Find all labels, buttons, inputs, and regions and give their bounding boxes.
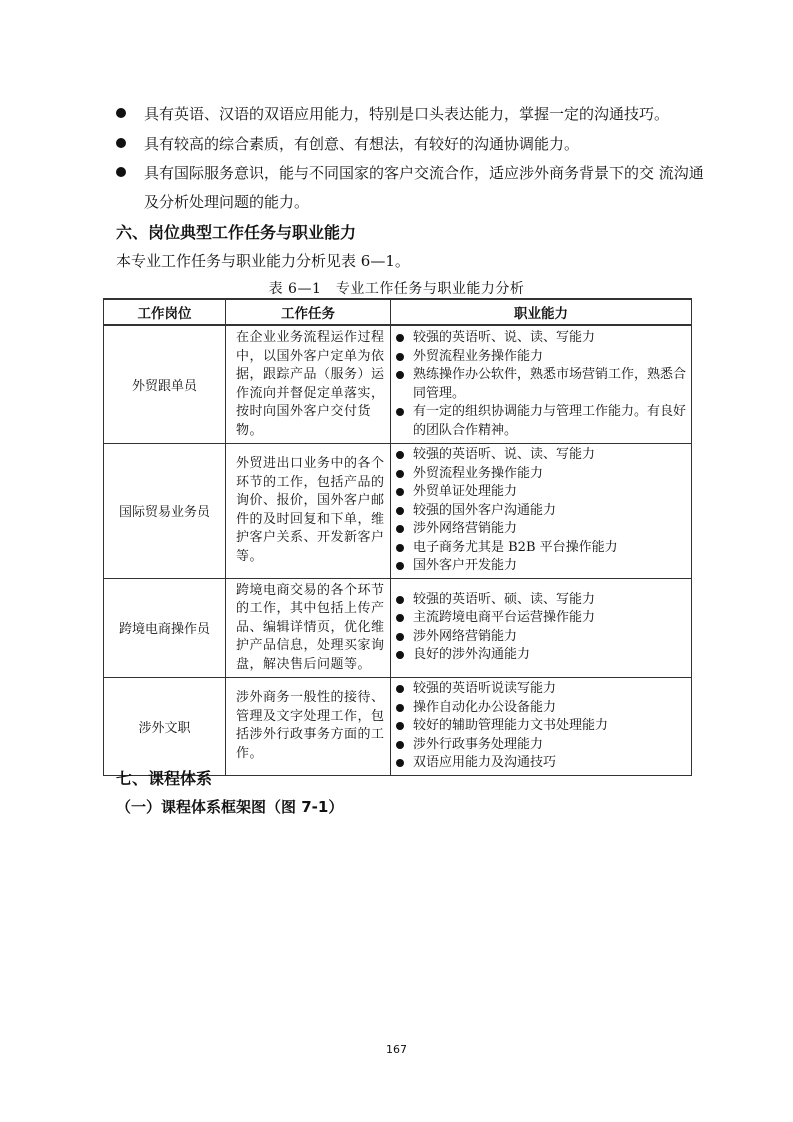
ability-item: 外贸单证处理能力: [395, 483, 687, 502]
ability-item: 主流跨境电商平台运营操作能力: [395, 609, 687, 628]
ability-cell: [391, 578, 692, 678]
ability-item: 国外客户开发能力: [395, 557, 687, 576]
bullet-dot-icon: [116, 108, 126, 118]
position-cell: 涉外文职: [104, 678, 226, 776]
ability-cell: [391, 444, 692, 579]
ability-cell: [391, 678, 692, 776]
table-row: [104, 678, 692, 776]
ability-item: 外贸流程业务操作能力: [395, 348, 687, 367]
table-row: [104, 325, 692, 444]
bullet-list: [114, 100, 714, 217]
section-6-intro: 本专业工作任务与职业能力分析见表 6—1。: [116, 252, 410, 270]
task-cell: 跨境电商交易的各个环节的工作，其中包括上传产品、编辑详情页，优化维护产品信息，处理买家询盘，解决售后问题等。: [226, 578, 391, 678]
bullet-item: [114, 159, 714, 216]
bullet-item: [114, 130, 714, 159]
ability-item: 有一定的组织协调能力与管理工作能力。有良好的团队合作精神。: [395, 403, 687, 440]
ability-item: 良好的涉外沟通能力: [395, 646, 687, 665]
bullet-item: [114, 100, 714, 129]
position-cell: 国际贸易业务员: [104, 444, 226, 579]
ability-item: 电子商务尤其是 B2B 平台操作能力: [395, 539, 687, 558]
ability-item: 外贸流程业务操作能力: [395, 465, 687, 484]
task-ability-table: [103, 298, 692, 776]
section-7-heading: 七、课程体系: [116, 769, 213, 788]
ability-item: 较强的英语听、说、读、写能力: [395, 329, 687, 348]
ability-item: 涉外行政事务处理能力: [395, 736, 687, 755]
ability-item: 较强的国外客户沟通能力: [395, 502, 687, 521]
page-number: 167: [386, 1043, 407, 1056]
position-cell: 跨境电商操作员: [104, 578, 226, 678]
section-6-heading: 六、岗位典型工作任务与职业能力: [116, 223, 357, 242]
ability-item: 熟练操作办公软件，熟悉市场营销工作，熟悉合同管理。: [395, 366, 687, 403]
ability-item: 操作自动化办公设备能力: [395, 699, 687, 718]
table-caption: 表 6—1 专业工作任务与职业能力分析: [268, 281, 525, 297]
table-header-row: [104, 299, 692, 325]
ability-item: 较好的辅助管理能力文书处理能力: [395, 717, 687, 736]
ability-item: 涉外网络营销能力: [395, 520, 687, 539]
bullet-text: 具有较高的综合素质，有创意、有想法，有较好的沟通协调能力。: [144, 134, 580, 153]
ability-item: 双语应用能力及沟通技巧: [395, 754, 687, 773]
bullet-dot-icon: [116, 167, 126, 177]
task-cell: 涉外商务一般性的接待、管理及文字处理工作，包括涉外行政事务方面的工作。: [226, 678, 391, 776]
bullet-dot-icon: [116, 138, 126, 148]
header-ability: 职业能力: [391, 299, 692, 325]
ability-item: 较强的英语听说读写能力: [395, 680, 687, 699]
table-row: [104, 578, 692, 678]
ability-item: 涉外网络营销能力: [395, 628, 687, 647]
bullet-text: 具有国际服务意识，能与不同国家的客户交流合作，适应涉外商务背景下的交 流沟通及分析处理问题的能力。: [144, 164, 704, 211]
section-7-subheading: （一）课程体系框架图（图 7-1）: [116, 798, 344, 816]
ability-cell: [391, 325, 692, 444]
task-cell: 在企业业务流程运作过程中，以国外客户定单为依据，跟踪产品（服务）运作流向并督促定单落实，按时向国外客户交付货物。: [226, 325, 391, 444]
position-cell: 外贸跟单员: [104, 325, 226, 444]
task-cell: 外贸进出口业务中的各个环节的工作，包括产品的询价、报价，国外客户邮件的及时回复和下单，维护客户关系、开发新客户等。: [226, 444, 391, 579]
ability-item: 较强的英语听、说、读、写能力: [395, 446, 687, 465]
header-position: 工作岗位: [104, 299, 226, 325]
table-row: [104, 444, 692, 579]
bullet-text: 具有英语、汉语的双语应用能力，特别是口头表达能力，掌握一定的沟通技巧。: [144, 105, 670, 123]
header-task: 工作任务: [226, 299, 391, 325]
ability-item: 较强的英语听、硕、读、写能力: [395, 591, 687, 610]
